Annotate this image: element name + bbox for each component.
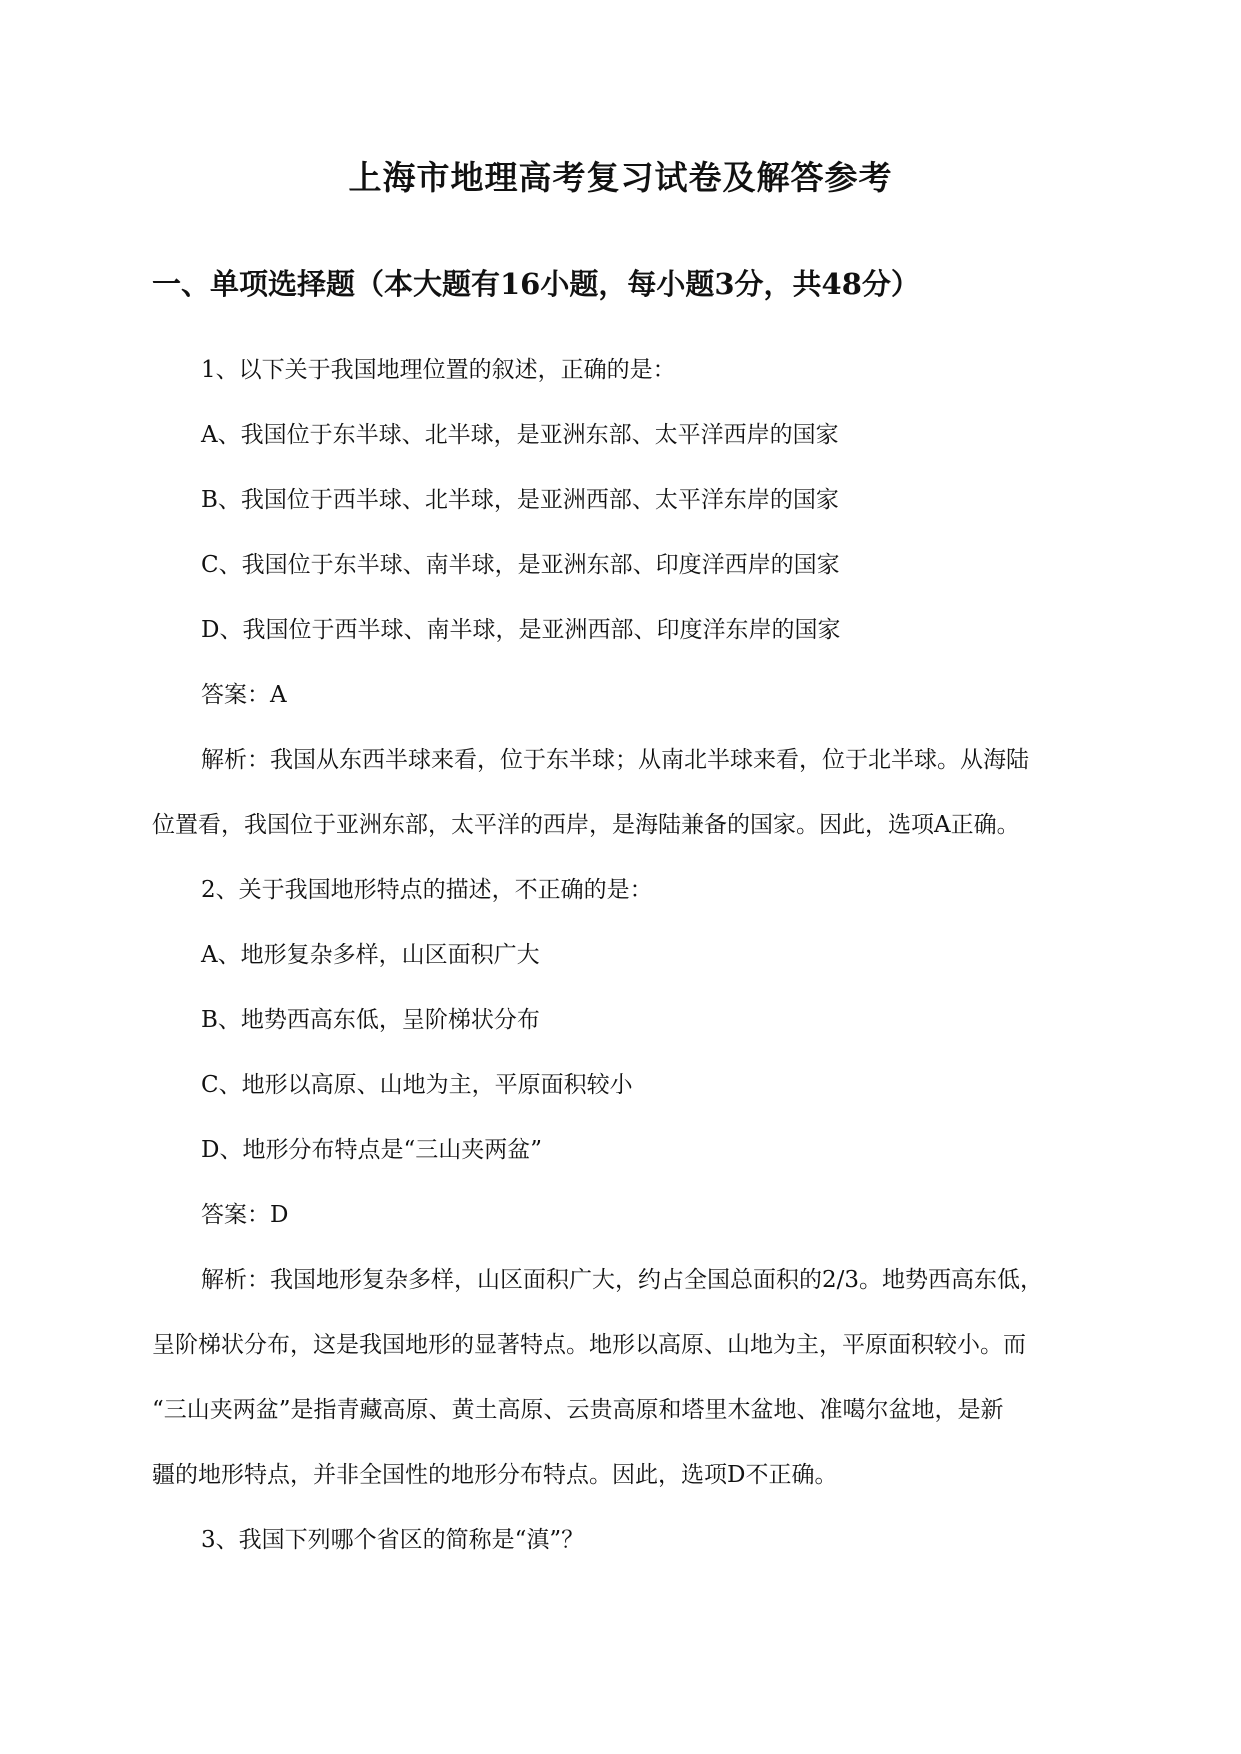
question-2-analysis-line-1: 解析：我国地形复杂多样，山区面积广大，约占全国总面积的2/3。地势西高东低， [201, 1267, 1044, 1293]
question-2-option-c: C、地形以高原、山地为主，平原面积较小 [201, 1072, 633, 1098]
question-2-stem: 2、关于我国地形特点的描述，不正确的是： [201, 877, 653, 903]
question-1-answer: 答案：A [201, 682, 287, 708]
question-1-stem: 1、以下关于我国地理位置的叙述，正确的是： [201, 357, 676, 383]
section-heading: 一、单项选择题（本大题有16小题，每小题3分，共48分） [152, 267, 920, 301]
question-2-option-a: A、地形复杂多样，山区面积广大 [201, 942, 540, 968]
question-2-analysis-line-4: 疆的地形特点，并非全国性的地形分布特点。因此，选项D不正确。 [152, 1462, 838, 1488]
document-title: 上海市地理高考复习试卷及解答参考 [348, 158, 893, 197]
question-3-stem: 3、我国下列哪个省区的简称是“滇”？ [201, 1527, 585, 1553]
question-1-analysis-line-2: 位置看，我国位于亚洲东部，太平洋的西岸，是海陆兼备的国家。因此，选项A正确。 [152, 812, 1020, 838]
question-1-analysis-line-1: 解析：我国从东西半球来看，位于东半球；从南北半球来看，位于北半球。从海陆 [201, 747, 1029, 773]
question-1-option-d: D、我国位于西半球、南半球，是亚洲西部、印度洋东岸的国家 [201, 617, 841, 643]
question-2-answer: 答案：D [201, 1202, 289, 1228]
question-1-option-b: B、我国位于西半球、北半球，是亚洲西部、太平洋东岸的国家 [201, 487, 839, 513]
question-2-analysis-line-3: “三山夹两盆”是指青藏高原、黄土高原、云贵高原和塔里木盆地、准噶尔盆地，是新 [152, 1397, 1004, 1423]
question-1-option-c: C、我国位于东半球、南半球，是亚洲东部、印度洋西岸的国家 [201, 552, 840, 578]
question-1-option-a: A、我国位于东半球、北半球，是亚洲东部、太平洋西岸的国家 [201, 422, 839, 448]
question-2-option-d: D、地形分布特点是“三山夹两盆” [201, 1137, 542, 1163]
question-2-analysis-line-2: 呈阶梯状分布，这是我国地形的显著特点。地形以高原、山地为主，平原面积较小。而 [152, 1332, 1026, 1358]
question-2-option-b: B、地势西高东低，呈阶梯状分布 [201, 1007, 540, 1033]
